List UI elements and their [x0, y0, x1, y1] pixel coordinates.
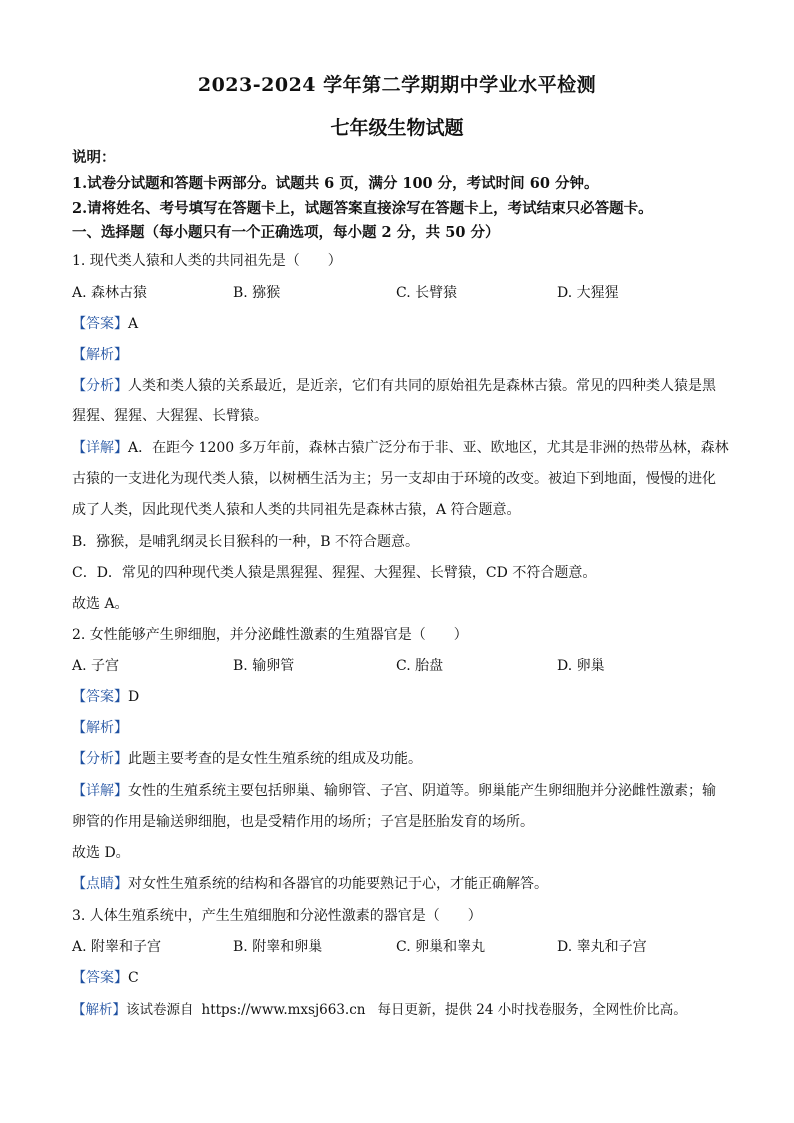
comment-tag: 【点睛】	[72, 876, 128, 892]
question-3-option-c: C. 卵巢和睾丸	[396, 939, 486, 955]
answer-tag: 【答案】	[72, 316, 128, 332]
question-2-analysis-label	[72, 717, 754, 737]
question-1-detail-line-1: 【详解】A．在距今 1200 多万年前，森林古猿广泛分布于非、亚、欧地区，尤其是非洲的热带丛林，森林	[72, 440, 729, 456]
question-2-option-d: D. 卵巢	[557, 658, 605, 674]
question-2-comment: 【点睛】对女性生殖系统的结构和各器官的功能要熟记于心，才能正确解答。	[72, 876, 548, 892]
question-1-option-c: C. 长臂猿	[396, 285, 458, 301]
section-heading: 一、选择题（每小题只有一个正确选项，每小题 2 分，共 50 分）	[72, 224, 500, 241]
question-3-analysis-ad: 【解析】该试卷源自 https://www.mxsj663.cn 每日更新，提供 24 小时找卷服务，全网性价比高。	[72, 1002, 687, 1018]
instruction-item-2: 2.请将姓名、考号填写在答题卡上，试题答案直接涂写在答题卡上，考试结束只必答题卡。	[72, 200, 653, 217]
detail-tag: 【详解】	[72, 783, 128, 799]
question-2-detail-line-2: 卵管的作用是输送卵细胞，也是受精作用的场所；子宫是胚胎发育的场所。	[72, 814, 534, 830]
answer-value: D	[128, 689, 140, 705]
fenxi-tag: 【分析】	[72, 378, 128, 394]
question-2-stem: 2. 女性能够产生卵细胞，并分泌雌性激素的生殖器官是（ ）	[72, 627, 468, 643]
question-3-answer	[72, 967, 754, 987]
question-1-option-a: A. 森林古猿	[72, 285, 148, 301]
question-1-detail-line-4: B．猕猴，是哺乳纲灵长目猴科的一种，B 不符合题意。	[72, 534, 420, 550]
question-1-option-d: D. 大猩猩	[557, 285, 619, 301]
question-3-option-d: D. 睾丸和子宫	[557, 939, 647, 955]
question-2-answer	[72, 686, 754, 706]
answer-value: A	[128, 316, 139, 332]
question-1-answer	[72, 313, 754, 333]
question-2-conclusion: 故选 D。	[72, 845, 130, 861]
question-1-fenxi-line-2: 猩猩、猩猩、大猩猩、长臂猿。	[72, 408, 268, 424]
answer-tag: 【答案】	[72, 689, 128, 705]
question-1-detail-line-5: C．D．常见的四种现代类人猿是黑猩猩、猩猩、大猩猩、长臂猿，CD 不符合题意。	[72, 565, 597, 581]
question-1-detail-line-2: 古猿的一支进化为现代类人猿，以树栖生活为主；另一支却由于环境的改变。被迫下到地面，慢慢的进化	[72, 471, 716, 487]
question-3-option-b: B. 附睾和卵巢	[233, 939, 323, 955]
fenxi-tag: 【分析】	[72, 751, 128, 767]
answer-tag: 【答案】	[72, 970, 128, 986]
question-2-fenxi-line-1: 【分析】此题主要考查的是女性生殖系统的组成及功能。	[72, 751, 422, 767]
question-3-stem: 3. 人体生殖系统中，产生生殖细胞和分泌性激素的器官是（ ）	[72, 908, 482, 924]
question-1-analysis-label	[72, 344, 754, 364]
question-1-detail-line-3: 成了人类，因此现代类人猿和人类的共同祖先是森林古猿，A 符合题意。	[72, 502, 521, 518]
answer-value: C	[128, 970, 139, 986]
analysis-tag: 【解析】	[72, 1002, 126, 1018]
question-3-option-a: A. 附睾和子宫	[72, 939, 162, 955]
analysis-tag: 【解析】	[72, 720, 128, 736]
question-1-stem: 1. 现代类人猿和人类的共同祖先是（ ）	[72, 253, 342, 269]
analysis-tag: 【解析】	[72, 347, 128, 363]
instructions-label: 说明：	[72, 149, 116, 166]
question-1-conclusion: 故选 A。	[72, 596, 129, 612]
question-2-detail-line-1: 【详解】女性的生殖系统主要包括卵巢、输卵管、子宫、阴道等。卵巢能产生卵细胞并分泌雌性激素；输	[72, 783, 716, 799]
exam-title: 2023-2024 学年第二学期期中学业水平检测	[197, 74, 597, 96]
detail-tag: 【详解】	[72, 440, 128, 456]
question-2-option-c: C. 胎盘	[396, 658, 444, 674]
question-1-option-b: B. 猕猴	[233, 285, 281, 301]
question-2-option-b: B. 输卵管	[233, 658, 295, 674]
question-2-option-a: A. 子宫	[72, 658, 120, 674]
question-1-fenxi-line-1: 【分析】人类和类人猿的关系最近，是近亲，它们有共同的原始祖先是森林古猿。常见的四种类人猿是黑	[72, 378, 716, 394]
exam-subtitle: 七年级生物试题	[330, 117, 464, 139]
instruction-item-1: 1.试卷分试题和答题卡两部分。试题共 6 页，满分 100 分，考试时间 60 分钟。	[72, 175, 599, 192]
source-url-link[interactable]: https://www.mxsj663.cn	[201, 1002, 366, 1018]
